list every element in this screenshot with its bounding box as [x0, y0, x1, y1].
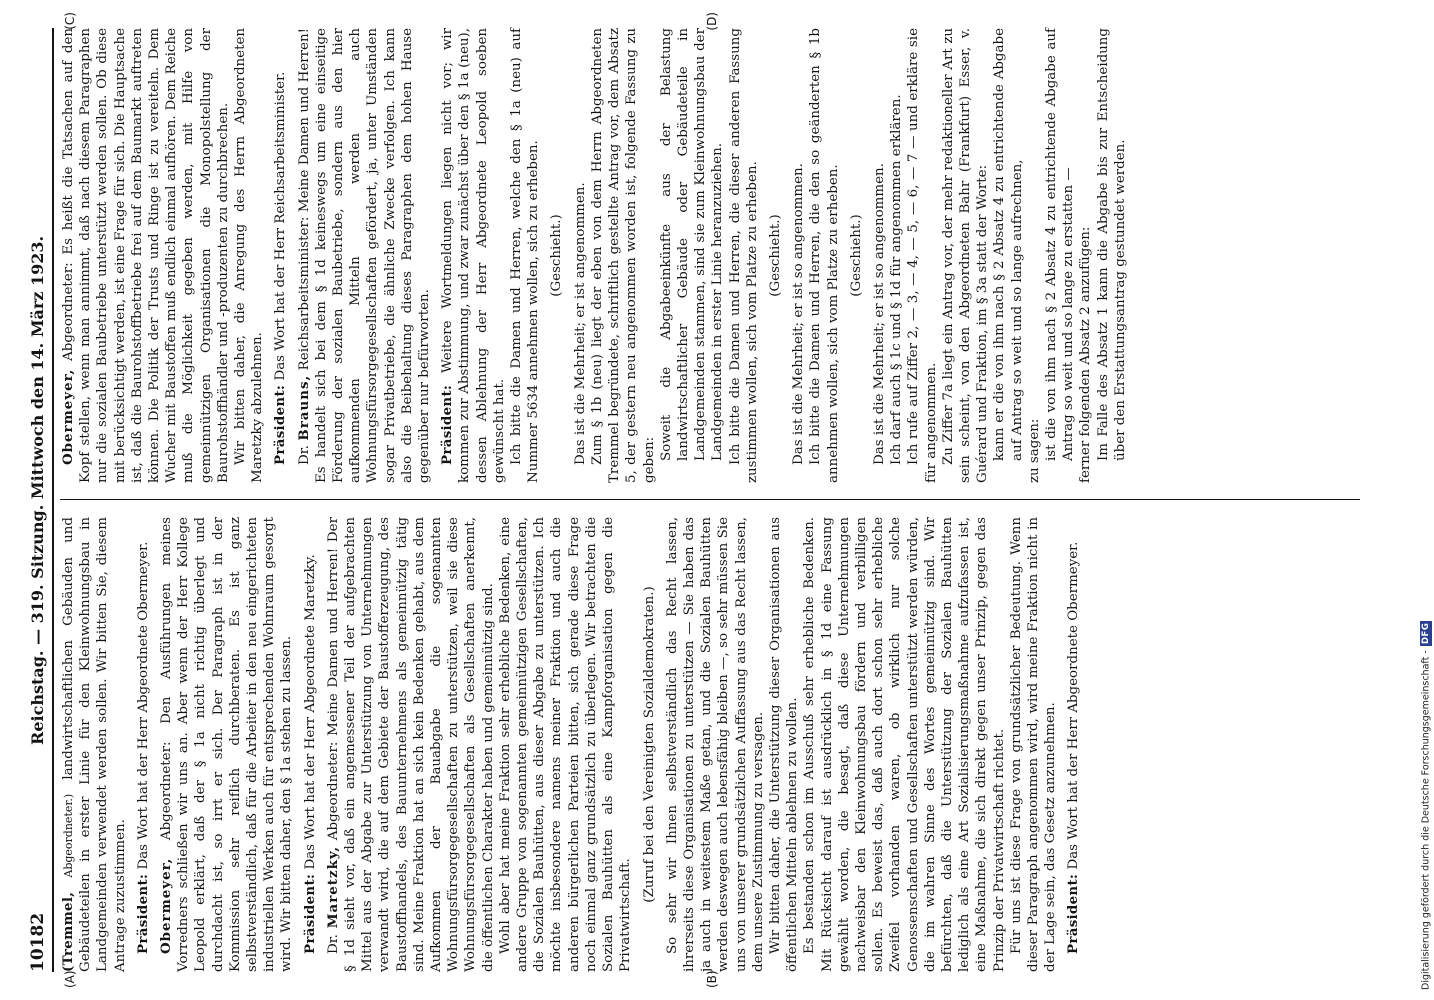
credit-text: Digitalisierung gefördert durch die Deutsche Forschungsgemeinschaft - [1420, 650, 1432, 990]
paragraph: Präsident: Das Wort hat der Herr Abgeordnete Maretzky. [301, 554, 318, 954]
paragraph: Obermeyer, Abgeordneter: Es heißt die Tatsachen auf den Kopf stellen, wenn man annimmt, daß nach diesem Paragraphen nur die sozialen Baubetriebe unterstützt werden sollen. Ob diese mit berücksichtigt werden, ist eine Frage für sich. Die Hauptsache ist, daß die Baurohstoffbetriebe frei auf dem Baumarkt auftreten können. Die Politik der Trusts und Ringe ist zu vereiteln. Dem Wucher mit Baustoffen muß endlich einmal aufhören. Dem Reiche muß die Möglichkeit gegeben werden, mit Hilfe von gemeinnützigen Organisationen die Monopolstellung der Baurohstoffhändler und -produzenten zu durchbrechen. [60, 28, 231, 483]
paragraph: Das ist die Mehrheit; er ist angenommen. [572, 182, 588, 465]
paragraph: Dr. Maretzky, Abgeordneter: Meine Damen und Herren! Der § 1d sieht vor, daß ein angemessener Teil der aufgebrachten Mittel aus der Abgabe zur Unterstützung von Unternehmungen verwandt wird, die auf dem Gebiete der Baustofferzeugung, des Baustoffhandels, des Bauunternehmens als gemeinnützig tätig sind. Meine Fraktion hat an sich kein Bedenken gehabt, aus dem Aufkommen der Bauabgabe die sogenannten Wohnungsfürsorgegesellschaften zu unterstützen, weil sie diese Wohnungsfürsorgegesellschaften als Gesellschaften anerkennt, die öffentlichen Charakter haben und gemeinnützig sind. [324, 517, 496, 972]
interjection: (Geschieht.) [767, 214, 783, 297]
paragraph: Präsident: Weitere Wortmeldungen liegen nicht vor; wir kommen zur Abstimmung, und zwar zunächst über den § 1a (neu), dessen Ablehnung der Herr Abgeordnete Leopold soeben gewünscht hat. [439, 28, 507, 483]
paragraph: So sehr wir Ihnen selbstverständlich das Recht lassen, ihrerseits diese Organisationen zu unterstützen — Sie haben das ja auch in weitestem Maße getan, und die Sozialen Bauhütten werden deswegen auch lebensfähig bleiben —, so sehr müssen Sie uns von unserer grundsätzlichen Auffassung aus das Recht lassen, dem unsere Zustimmung zu versagen. [664, 517, 766, 972]
interjection: (Zuruf bei den Vereinigten Sozialdemokraten.) [641, 586, 657, 903]
paragraph: Zu Ziffer 7a liegt ein Antrag vor, der mehr redaktioneller Art zu sein scheint, von den Abgeordneten Bahr (Frankfurt) Esser, v. Guérard und Fraktion, im § 3a statt der Worte: [940, 28, 991, 483]
paragraph: Dr. Brauns, Reichsarbeitsminister: Meine Damen und Herren! Es handelt sich bei dem § 1d keineswegs um eine einseitige Förderung der sozialen Baubetriebe, sondern aus den hier aufkommenden Mitteln werden auch Wohnungsfürsorgegesellschaften gefördert, ja, unter Umständen sogar Privatbetriebe, die ähnliche Zwecke verfolgen. Ich kann also die Beibehaltung dieses Paragraphen dem hohen Hause gegenüber nur befürworten. [295, 28, 433, 483]
paragraph: Ich bitte die Damen und Herren, die den so geänderten § 1b annehmen wollen, sich vom Platze zu erheben. [808, 28, 841, 483]
paragraph: Zum § 1b (neu) liegt der eben von dem Herrn Abgeordneten Tremmel begründete, schriftlich gestellte Antrag vor, dem Absatz 5, der gestern neu angenommen worden ist, folgende Fassung zu geben: [589, 28, 657, 483]
paragraph: Präsident: Das Wort hat der Herr Abgeordnete Obermeyer. [134, 541, 151, 954]
paragraph: ferner folgenden Absatz 2 anzufügen: [1078, 226, 1094, 483]
interjection: (Geschieht.) [549, 214, 565, 297]
paragraph: Präsident: Das Wort hat der Herr Reichsarbeitsminister. [272, 71, 289, 465]
paragraph: Das ist die Mehrheit; er ist so angenommen. [791, 163, 807, 465]
paragraph: zu sagen: [1026, 418, 1042, 483]
text-columns [60, 12, 1360, 988]
paragraph: Präsident: Das Wort hat der Herr Abgeordnete Obermeyer. [1065, 541, 1082, 954]
paragraph: Obermeyer, Abgeordneter: Den Ausführungen meines Vorredners schließen wir uns an. Aber wenn der Herr Kollege Leopold erklärt, daß der § 1a nicht richtig überlegt und durchdacht ist, so irrt er sich. Der Paragraph ist in der Kommission sehr reiflich durchberaten. Es ist ganz selbstverständlich, daß für die Arbeiter in den neu eingerichteten industriellen Werken auch für entsprechenden Wohnraum gesorgt wird. Wir bitten daher, den § 1a stehen zu lassen. [158, 517, 295, 972]
session-title: Reichstag. — 319. Sitzung. Mittwoch den 14. März 1923. [28, 235, 47, 745]
paragraph: Ich rufe auf Ziffer 2, — 3, — 4, — 5, — 6, — 7 — und erkläre sie für angenommen. [906, 28, 939, 483]
margin-marker-b: (B) [705, 970, 719, 988]
left-column [60, 517, 1360, 988]
page-number: 10182 [28, 912, 48, 972]
paragraph: Ich darf auch § 1c und § 1d für angenommen erklären. [889, 94, 905, 465]
page-header [28, 28, 54, 972]
dfg-logo: DFG [1421, 622, 1431, 645]
margin-marker-a: (A) [63, 970, 77, 988]
margin-marker-d: (D) [705, 12, 719, 31]
document-page [14, 10, 1414, 990]
margin-marker-c: (C) [63, 12, 77, 30]
paragraph: Für uns ist diese Frage von grundsätzlicher Bedeutung. Wenn dieser Paragraph angenommen wird, wird meine Fraktion nicht in der Lage sein, das Gesetz anzunehmen. [1008, 517, 1059, 972]
right-column [60, 12, 1360, 483]
digitization-credit [1420, 10, 1432, 990]
interjection: (Geschieht.) [848, 214, 864, 297]
paragraph: Ich bitte die Damen und Herren, die dieser anderen Fassung zustimmen wollen, sich vom Platze zu erheben. [727, 28, 760, 483]
quoted-text: Im Falle des Absatz 1 kann die Abgabe bis zur Entscheidung über den Erstattungsantrag gestundet werden. [1095, 28, 1128, 461]
quoted-text: Soweit die Abgabeeinkünfte aus der Belastung landwirtschaftlicher Gebäude oder Gebäudeteile in Landgemeinden stammen, sind sie zum Kleinwohnungsbau der Landgemeinden in erster Linie heranzuziehen. [658, 28, 726, 461]
quoted-text: ist die von ihm nach § 2 Absatz 4 zu entrichtende Abgabe auf Antrag so weit und so lange zu erstatten — [1043, 28, 1077, 461]
paragraph: Das ist die Mehrheit; er ist so angenommen. [871, 163, 887, 465]
paragraph: (Tremmel, Abgeordneter.) landwirtschaftlichen Gebäuden und Gebäudeteilen in erster Linie für den Kleinwohnungsbau in Landgemeinden verwendet werden sollen. Wir bitten Sie, diesem Antrage zuzustimmen. [60, 517, 128, 972]
paragraph: Wir bitten daher, die Anregung des Herrn Abgeordneten Maretzky abzulehnen. [233, 28, 266, 483]
paragraph: Ich bitte die Damen und Herren, welche den § 1a (neu) auf Nummer 5634 annehmen wollen, sich zu erheben. [509, 28, 542, 483]
paragraph: Wir bitten daher, die Unterstützung dieser Organisationen aus öffentlichen Mitteln ablehnen zu wollen. [767, 517, 801, 972]
paragraph: Wohl aber hat meine Fraktion sehr erhebliche Bedenken, eine andere Gruppe von sogenannten gemeinnützigen Gesellschaften, die Sozialen Bauhütten, aus dieser Abgabe zu unterstützen. Ich möchte insbesondere namens meiner Fraktion und auch die anderen bürgerlichen Parteien bitten, sich gerade diese Frage noch einmal ganz grundsätzlich zu überlegen. Wir betrachten die Sozialen Bauhütten als eine Kampforganisation gegen die Privatwirtschaft. [497, 517, 634, 972]
quoted-text: kann er die von ihm nach § 2 Absatz 4 zu entrichtende Abgabe auf Antrag so weit und so lange aufrechnen, [992, 28, 1025, 461]
paragraph: Es bestanden schon im Ausschuß sehr erhebliche Bedenken. Mit Rücksicht darauf ist ausdrücklich in § 1d eine Fassung gewählt worden, die besagt, daß diese Unternehmungen nachweisbar den Kleinwohnungsbau fördern und verbilligen sollen. Es beweist das, daß auch dort schon sehr erhebliche Zweifel vorhanden waren, ob wirklich nur solche Genossenschaften und Gesellschaften unterstützt werden würden, die im wahren Sinne des Wortes gemeinnützig sind. Wir befürchten, daß die Unterstützung der Sozialen Bauhütten lediglich als eine Art Sozialisierungsmaßnahme aufzufassen ist, eine Maßnahme, die sich direkt gegen unser Prinzip, gegen das Prinzip der Privatwirtschaft richtet. [802, 517, 1007, 972]
